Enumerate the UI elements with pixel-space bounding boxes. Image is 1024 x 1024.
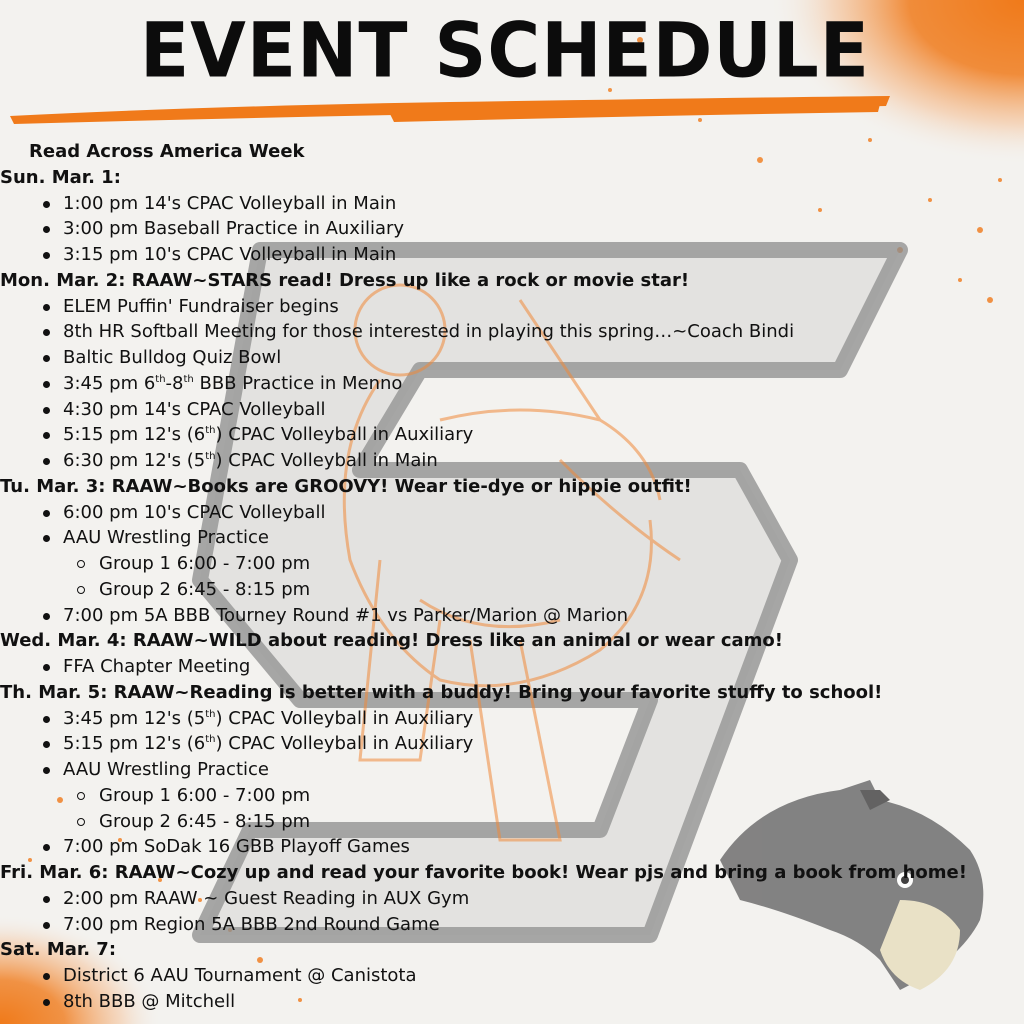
event-item: 1:00 pm 14's CPAC Volleyball in Main — [29, 191, 1009, 217]
event-item: 3:00 pm Baseball Practice in Auxiliary — [29, 216, 1009, 242]
event-item: 3:45 pm 6th-8th BBB Practice in Menno — [29, 371, 1009, 397]
event-item-text: AAU Wrestling Practice — [63, 759, 269, 780]
event-item: 7:00 pm 5A BBB Tourney Round #1 vs Parker/Marion @ Marion — [29, 603, 1009, 629]
event-list — [29, 500, 1009, 629]
days-list — [0, 165, 1009, 1015]
day-heading: Wed. Mar. 4: RAAW~WILD about reading! Dress like an animal or wear camo! — [0, 630, 783, 652]
day-heading: Fri. Mar. 6: RAAW~Cozy up and read your favorite book! Wear pjs and bring a book from home! — [0, 862, 967, 883]
event-item: 8th BBB @ Mitchell — [29, 989, 1009, 1015]
event-list — [29, 706, 1009, 861]
event-item: Baltic Bulldog Quiz Bowl — [29, 345, 1009, 371]
day-heading: Sun. Mar. 1: — [0, 166, 121, 188]
event-list — [29, 963, 1009, 1015]
event-sub-item: Group 2 6:45 - 8:15 pm — [63, 577, 1009, 603]
event-item: 4:30 pm 14's CPAC Volleyball — [29, 397, 1009, 423]
event-item: 2:00 pm RAAW ~ Guest Reading in AUX Gym — [29, 886, 1009, 912]
day-heading: Tu. Mar. 3: RAAW~Books are GROOVY! Wear tie-dye or hippie outfit! — [0, 475, 692, 497]
event-item: 5:15 pm 12's (6th) CPAC Volleyball in Auxiliary — [29, 422, 1009, 448]
event-item: 6:30 pm 12's (5th) CPAC Volleyball in Main — [29, 448, 1009, 474]
event-list — [29, 886, 1009, 938]
event-item: 8th HR Softball Meeting for those interested in playing this spring…~Coach Bindi — [29, 319, 1009, 345]
page-title: EVENT SCHEDULE — [140, 5, 870, 95]
day-heading: Mon. Mar. 2: RAAW~STARS read! Dress up like a rock or movie star! — [0, 269, 690, 291]
event-list — [29, 294, 1009, 474]
week-heading: Read Across America Week — [29, 141, 305, 162]
event-sub-list — [63, 551, 1009, 603]
day-heading: Th. Mar. 5: RAAW~Reading is better with a buddy! Bring your favorite stuffy to school! — [0, 681, 883, 703]
event-item: 7:00 pm Region 5A BBB 2nd Round Game — [29, 912, 1009, 938]
event-item: District 6 AAU Tournament @ Canistota — [29, 963, 1009, 989]
event-item: 3:45 pm 12's (5th) CPAC Volleyball in Auxiliary — [29, 706, 1009, 732]
event-item: 7:00 pm SoDak 16 GBB Playoff Games — [29, 834, 1009, 860]
event-schedule — [0, 139, 1009, 1015]
event-item-text: AAU Wrestling Practice — [63, 527, 269, 549]
event-sub-list — [63, 783, 1009, 835]
event-sub-item: Group 2 6:45 - 8:15 pm — [63, 809, 1009, 835]
event-item: 3:15 pm 10's CPAC Volleyball in Main — [29, 242, 1009, 268]
event-item — [29, 525, 1009, 602]
day-heading: Sat. Mar. 7: — [0, 939, 117, 961]
event-item: FFA Chapter Meeting — [29, 654, 1009, 680]
event-item — [29, 757, 1009, 834]
event-item: ELEM Puffin' Fundraiser begins — [29, 294, 1009, 320]
event-sub-item: Group 1 6:00 - 7:00 pm — [63, 551, 1009, 577]
event-item: 5:15 pm 12's (6th) CPAC Volleyball in Auxiliary — [29, 731, 1009, 757]
event-list — [29, 654, 1009, 680]
event-sub-item: Group 1 6:00 - 7:00 pm — [63, 783, 1009, 809]
event-item: 6:00 pm 10's CPAC Volleyball — [29, 500, 1009, 526]
event-list — [29, 191, 1009, 268]
